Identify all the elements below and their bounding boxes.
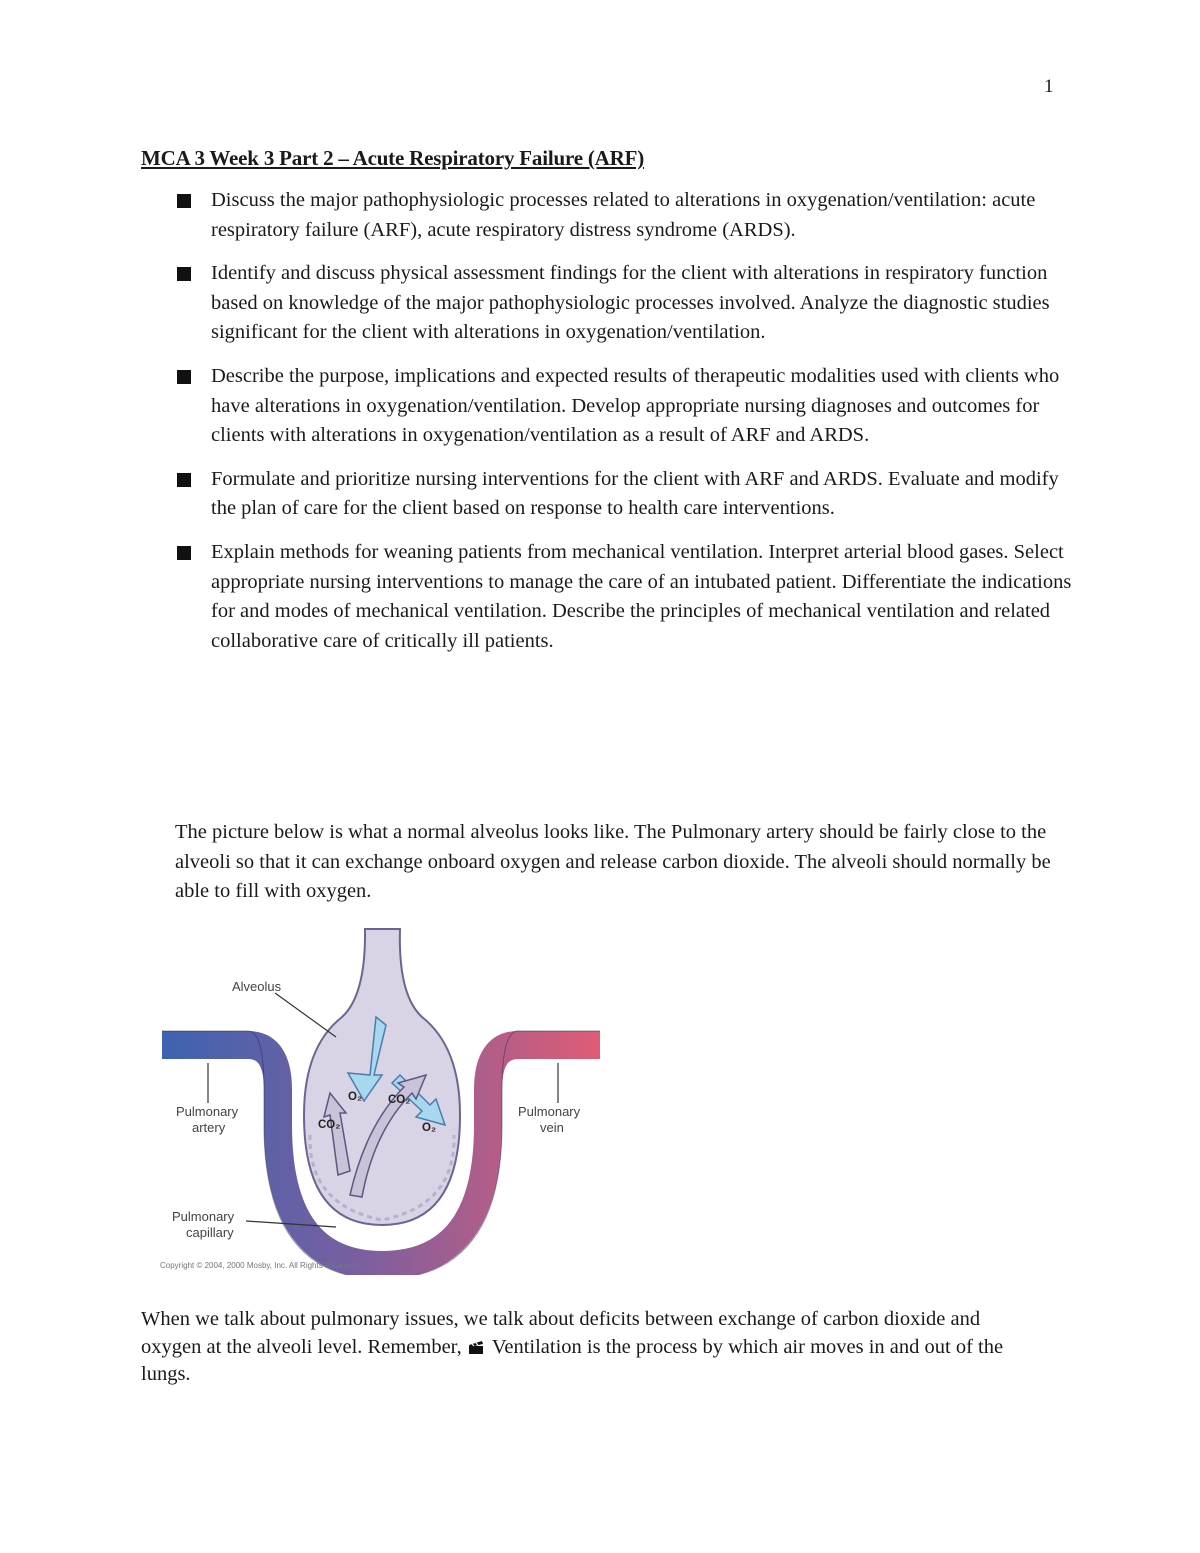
intro-paragraph: The picture below is what a normal alveolus looks like. The Pulmonary artery should be fairly close to the alveoli so that it can exchange onboard oxygen and release carbon dioxide. The alveoli should normally be able to fill with oxygen. bbox=[175, 821, 1051, 903]
alveolus-diagram bbox=[160, 925, 605, 1275]
page-number: 1 bbox=[1044, 76, 1054, 97]
vein-label-line1: Pulmonary bbox=[518, 1104, 581, 1119]
square-bullet-icon bbox=[177, 473, 191, 487]
list-item bbox=[175, 538, 1075, 656]
square-bullet-icon bbox=[177, 370, 191, 384]
list-item bbox=[175, 465, 1075, 524]
document-title: MCA 3 Week 3 Part 2 – Acute Respiratory Failure (ARF) bbox=[141, 146, 645, 170]
co2-label-top: CO₂ bbox=[388, 1094, 411, 1106]
closing-text-after: Ventilation is the process by which air moves in and out of the lungs. bbox=[141, 1335, 1004, 1385]
artery-label-line2: artery bbox=[192, 1120, 226, 1135]
clapperboard-icon bbox=[468, 1339, 484, 1355]
o2-label-right: O₂ bbox=[422, 1122, 437, 1134]
vein-label-line2: vein bbox=[540, 1120, 564, 1135]
o2-label-left: O₂ bbox=[348, 1091, 363, 1103]
list-item bbox=[175, 259, 1075, 348]
objective-text: Explain methods for weaning patients from mechanical ventilation. Interpret arterial blood gases. Select appropriate nursing interventions to manage the care of an intubated patient. Differentiate the indications for and modes of mechanical ventilation. Describe the principles of mechanical ventilation and related collaborative care of critically ill patients. bbox=[211, 540, 1072, 652]
objective-text: Discuss the major pathophysiologic processes related to alterations in oxygenation/ventilation: acute respiratory failure (ARF), acute respiratory distress syndrome (ARDS). bbox=[211, 189, 1036, 241]
alveolus-label: Alveolus bbox=[232, 979, 282, 994]
figure-copyright: Copyright © 2004, 2000 Mosby, Inc. All Rights Reserved. bbox=[160, 1261, 362, 1270]
closing-paragraph bbox=[141, 1306, 1041, 1389]
artery-label-line1: Pulmonary bbox=[176, 1104, 239, 1119]
list-item bbox=[175, 362, 1075, 451]
objective-text: Describe the purpose, implications and expected results of therapeutic modalities used with clients who have alterations in oxygenation/ventilation. Develop appropriate nursing diagnoses and outcomes for clients with alterations in oxygenation/ventilation as a result of ARF and ARDS. bbox=[211, 364, 1060, 447]
capillary-label-line2: capillary bbox=[186, 1225, 234, 1240]
objective-text: Formulate and prioritize nursing interventions for the client with ARF and ARDS. Evaluate and modify the plan of care for the client based on response to health care interventions. bbox=[211, 467, 1059, 520]
capillary-label-line1: Pulmonary bbox=[172, 1209, 235, 1224]
objective-text: Identify and discuss physical assessment findings for the client with alterations in respiratory function based on knowledge of the major pathophysiologic processes involved. Analyze the diagnostic studies significant for the client with alterations in oxygenation/ventilation. bbox=[211, 262, 1050, 344]
list-item bbox=[175, 186, 1075, 245]
alveolus-sac bbox=[304, 929, 460, 1225]
square-bullet-icon bbox=[177, 267, 191, 281]
square-bullet-icon bbox=[177, 194, 191, 208]
objectives-list bbox=[175, 186, 1075, 670]
square-bullet-icon bbox=[177, 546, 191, 560]
co2-label-left: CO₂ bbox=[318, 1119, 341, 1131]
closing-text-before: When we talk about pulmonary issues, we talk about deficits between exchange of carbon dioxide and oxygen at the alveoli level. Remember, bbox=[141, 1308, 981, 1358]
